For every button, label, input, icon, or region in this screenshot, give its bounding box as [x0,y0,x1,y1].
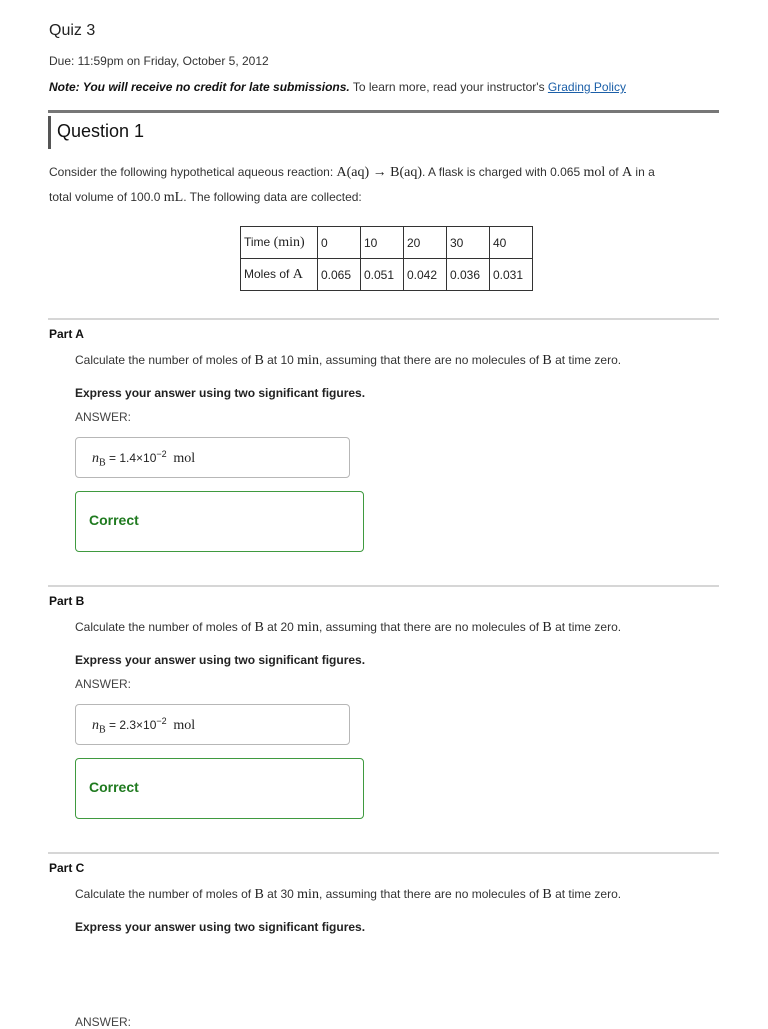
question-header-bar [48,116,51,149]
part-b-instructions: Express your answer using two significant figures. [75,653,366,667]
part-c-divider [48,852,719,854]
part-b-prompt: Calculate the number of moles of B at 20 min, assuming that there are no molecules of B at time zero. [75,620,622,635]
part-a-correct-feedback: Correct [75,491,364,552]
due-date: Due: 11:59pm on Friday, October 5, 2012 [49,54,269,68]
question-intro-line-2: total volume of 100.0 mL. The following data are collected: [49,190,362,205]
part-b-answer-field[interactable]: $n_B = 2.3\times 10^{-2}$ mol [75,704,350,745]
table-cell: 0.051 [361,259,404,291]
part-b-answer-label: ANSWER: [75,677,132,691]
table-cell: 0.031 [490,259,533,291]
table-cell: 30 [447,227,490,259]
table-cell: 0.042 [404,259,447,291]
table-cell: 20 [404,227,447,259]
table-cell: 0.036 [447,259,490,291]
part-c-answer-label: ANSWER: [75,1015,132,1029]
table-cell: 10 [361,227,404,259]
table-header-moles: Moles of A [241,259,318,291]
table-cell: 40 [490,227,533,259]
part-b-divider [48,585,719,587]
question-intro-line-1: Consider the following hypothetical aqueous reaction: A(aq) → B(aq). A flask is charged with 0.065 mol of A in a [49,165,655,180]
part-a-answer-label: ANSWER: [75,410,132,424]
table-row [241,227,533,259]
grading-policy-link[interactable]: Grading Policy [547,80,626,94]
table-header-time: Time (min) [241,227,318,259]
part-a-label: Part A [49,327,84,341]
part-c-prompt: Calculate the number of moles of B at 30 min, assuming that there are no molecules of B at time zero. [75,887,622,902]
part-c-label: Part C [49,861,85,875]
late-note-bold: Note: You will receive no credit for late submissions. [49,80,350,94]
part-b-correct-feedback: Correct [75,758,364,819]
table-row [241,259,533,291]
question-title: Question 1 [57,121,145,141]
table-cell: 0.065 [318,259,361,291]
late-note-text: To learn more, read your instructor's [349,80,548,94]
part-a-prompt: Calculate the number of moles of B at 10 min, assuming that there are no molecules of B at time zero. [75,353,622,368]
part-c-instructions: Express your answer using two significant figures. [75,920,366,934]
part-a-divider [48,318,719,320]
quiz-title: Quiz 3 [49,22,96,39]
table-cell: 0 [318,227,361,259]
part-b-label: Part B [49,594,85,608]
question-divider [48,110,719,113]
part-a-instructions: Express your answer using two significant figures. [75,386,366,400]
late-note [49,80,626,94]
data-table [240,226,533,291]
part-a-answer-field[interactable]: $n_B = 1.4\times 10^{-2}$ mol [75,437,350,478]
reaction-equation: A(aq) → B(aq) [336,165,423,180]
